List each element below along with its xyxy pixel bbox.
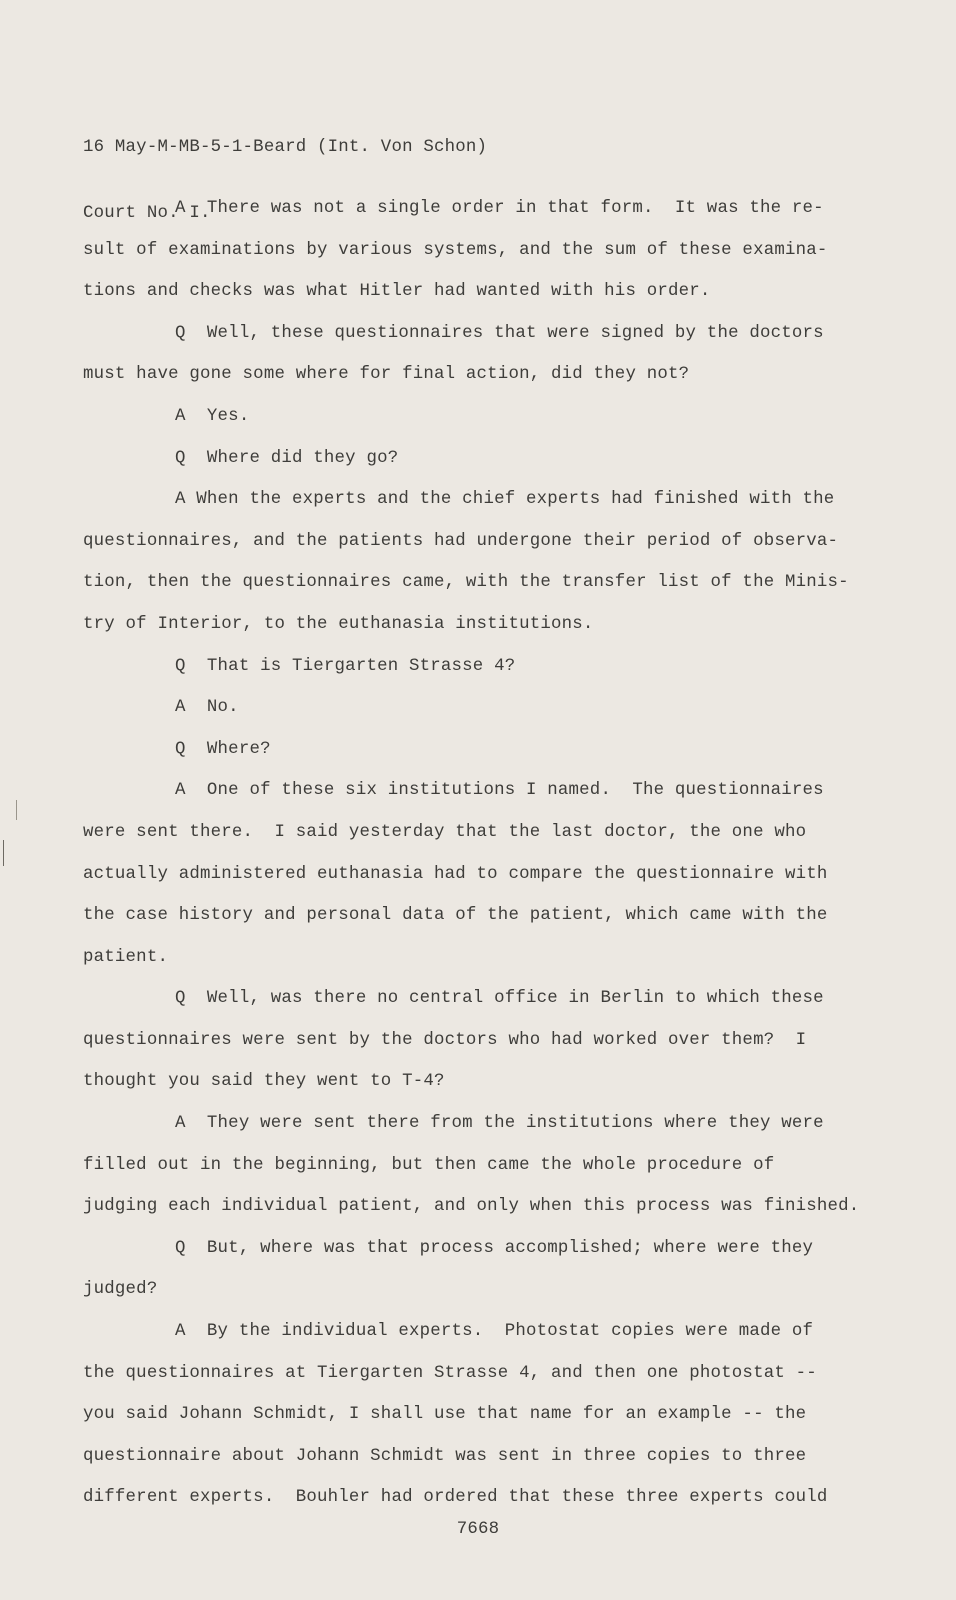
transcript-line: the case history and personal data of the patient, which came with the	[83, 906, 828, 926]
transcript-line: Q Where?	[175, 739, 271, 759]
transcript-line: were sent there. I said yesterday that the last doctor, the one who	[83, 822, 807, 842]
transcript-body	[83, 188, 860, 1519]
transcript-line: A They were sent there from the institutions where they were	[175, 1114, 824, 1134]
transcript-line: questionnaire about Johann Schmidt was sent in three copies to three	[83, 1446, 807, 1466]
transcript-line: judging each individual patient, and only when this process was finished.	[83, 1197, 860, 1217]
transcript-line: the questionnaires at Tiergarten Strasse 4, and then one photostat --	[83, 1363, 817, 1383]
header-court: Court No. I.	[83, 204, 211, 223]
transcript-line: Q Well, was there no central office in Berlin to which these	[175, 989, 824, 1009]
transcript-line: actually administered euthanasia had to compare the questionnaire with	[83, 864, 828, 884]
transcript-line: Q But, where was that process accomplished; where were they	[175, 1238, 814, 1258]
page-number: 7668	[456, 1520, 500, 1539]
transcript-line: Q That is Tiergarten Strasse 4?	[175, 656, 516, 676]
transcript-line: try of Interior, to the euthanasia institutions.	[83, 614, 594, 634]
transcript-line: A Yes.	[175, 406, 250, 426]
transcript-line: sult of examinations by various systems, and the sum of these examina-	[83, 240, 828, 260]
transcript-line: A When the experts and the chief experts had finished with the	[175, 490, 835, 510]
transcript-line: tion, then the questionnaires came, with the transfer list of the Minis-	[83, 573, 849, 593]
transcript-line: A By the individual experts. Photostat copies were made of	[175, 1322, 814, 1342]
header-reference: 16 May-M-MB-5-1-Beard (Int. Von Schon)	[83, 138, 488, 157]
margin-mark	[16, 800, 17, 820]
transcript-line: A There was not a single order in that form. It was the re-	[175, 199, 824, 218]
transcript-line: you said Johann Schmidt, I shall use that name for an example -- the	[83, 1405, 807, 1425]
margin-mark	[3, 840, 4, 866]
transcript-line: Q Well, these questionnaires that were signed by the doctors	[175, 323, 824, 343]
transcript-line: judged?	[83, 1280, 158, 1300]
transcript-line: must have gone some where for final action, did they not?	[83, 365, 690, 385]
transcript-line: patient.	[83, 947, 169, 967]
transcript-line: questionnaires were sent by the doctors who had worked over them? I	[83, 1030, 807, 1050]
transcript-line: filled out in the beginning, but then came the whole procedure of	[83, 1155, 775, 1175]
transcript-line: different experts. Bouhler had ordered that these three experts could	[83, 1488, 828, 1508]
transcript-line: tions and checks was what Hitler had wanted with his order.	[83, 282, 711, 302]
transcript-line: thought you said they went to T-4?	[83, 1072, 445, 1092]
transcript-line: A No.	[175, 698, 239, 718]
transcript-line: questionnaires, and the patients had undergone their period of observa-	[83, 531, 839, 551]
transcript-line: Q Where did they go?	[175, 448, 399, 468]
transcript-line: A One of these six institutions I named. The questionnaires	[175, 781, 824, 801]
